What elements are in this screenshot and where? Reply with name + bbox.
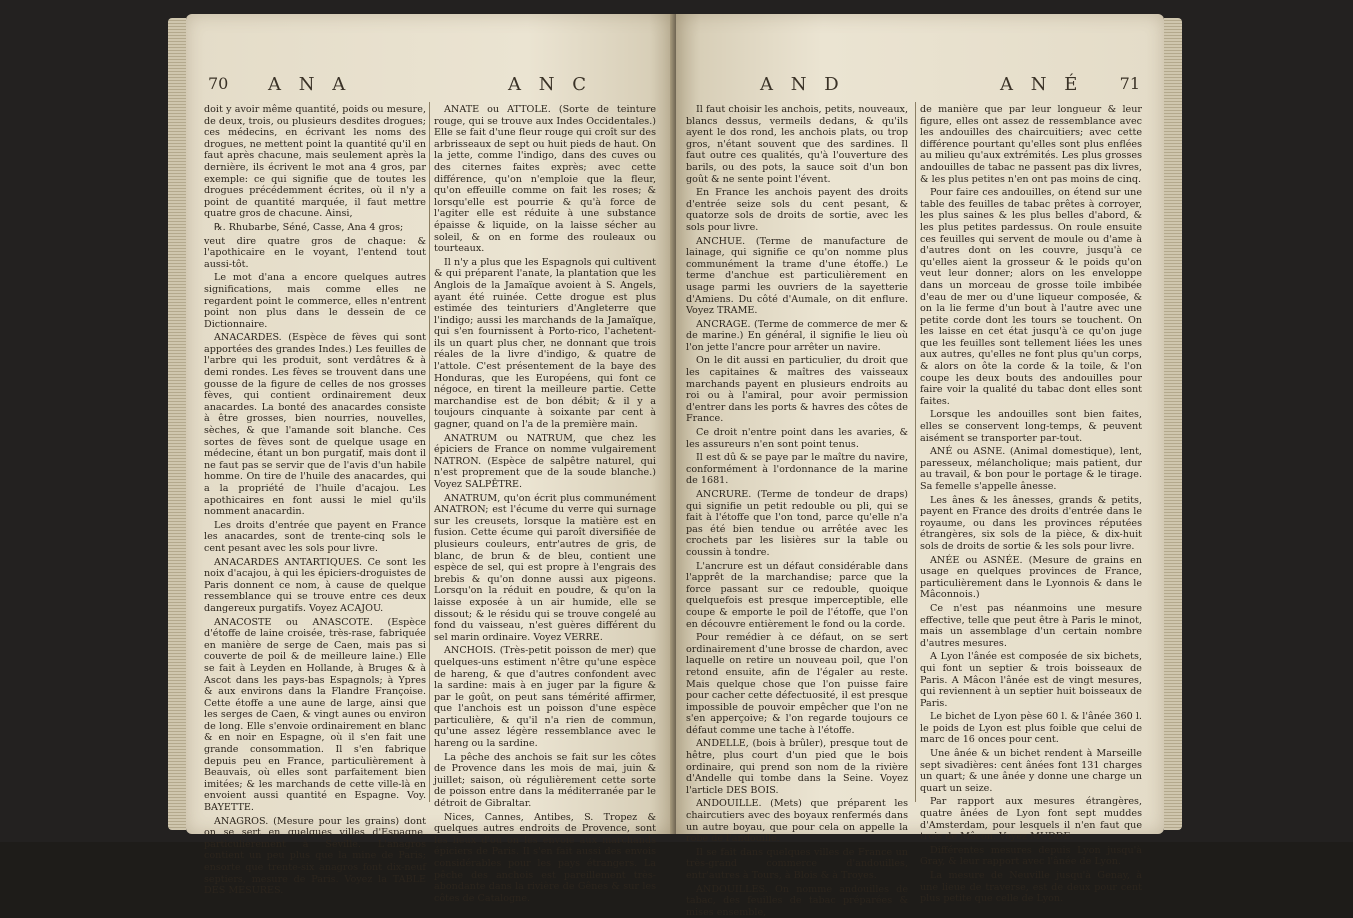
text-column xyxy=(920,104,1142,905)
column-rule xyxy=(915,102,916,802)
paragraph: Pour remédier à ce défaut, on se sert ordinairement d'une brosse de chardon, avec laquelle on retire un nouveau poil, que l'on retond ensuite, afin de l'égaler au reste. Mais quelque chose que l'on puisse faire pour cacher cette défectuosité, il est presque impossible de pouvoir empêcher que l'on ne s'en apperçoive; & l'on regarde toujours ce défaut comme une tache à l'étoffe. xyxy=(686,632,908,736)
paragraph: Nices, Cannes, Antibes, S. Tropez & quelques autres endroits de Provence, sont les lieux d'où on les envoie aux marchands épiciers de Paris. Il s'en fait aussi des envois considérables pour les pays étrangers. La pêche des anchois est pareillement très-abondante dans la rivière de Gênes & sur les côtes de Catalogne. xyxy=(434,811,656,904)
running-head: A N A xyxy=(268,74,352,95)
paragraph: veut dire quatre gros de chaque: & l'apothicaire en le voyant, l'entend tout aussi-tôt. xyxy=(204,235,426,270)
paragraph: Une ânée & un bichet rendent à Marseille sept sivadières: cent ânées font 131 charges un quart; & une ânée y donne une charge un quart un seize. xyxy=(920,748,1142,794)
text-column xyxy=(204,104,426,897)
paragraph: Il se fait dans quelques villes de France un très-grand commerce d'andouilles, entr'autres à Tours, à Blois & à Troyes. xyxy=(686,846,908,881)
paragraph: ANÉ ou ASNE. (Animal domestique), lent, paresseux, mélancholique; mais patient, dur au travail, & bon pour le portage & le tirage. Sa femelle s'appelle ânesse. xyxy=(920,446,1142,492)
right-page-header xyxy=(700,74,1140,104)
paragraph: Différentes mesures depuis Lyon jusqu'à Gray, & leur rapport avec l'ânée de Lyon. xyxy=(920,844,1142,868)
paragraph: Les ânes & les ânesses, grands & petits, payent en France des droits d'entrée dans le royaume, ou dans les provinces réputées étrangères, six sols de la pièce, & dix-huit sols de droits de sortie & les sols pour livre. xyxy=(920,494,1142,552)
paragraph: Les droits d'entrée que payent en France les anacardes, sont de trente-cinq sols le cent pesant avec les sols pour livre. xyxy=(204,519,426,554)
paragraph: ANATRUM ou NATRUM, que chez les épiciers de France on nomme vulgairement NATRON. (Espèce de salpêtre naturel, qui n'est proprement que de la soude blanche.) Voyez SALPÊTRE. xyxy=(434,432,656,490)
paragraph: ANCRURE. (Terme de tondeur de draps) qui signifie un petit redouble ou pli, qui se fait à l'étoffe que l'on tond, parce qu'elle n'a pas été bien tendue ou arrêtée avec les crochets par les lisières sur la table ou coussin à tondre. xyxy=(686,489,908,558)
paragraph: ANACARDES. (Espèce de fèves qui sont apportées des grandes Indes.) Les feuilles de l'arbre qui les produit, sont verdâtres & à demi rondes. Les fèves se trouvent dans une gousse de la figure de celles de nos grosses fèves, qui contient ordinairement deux anacardes. La bonté des anacardes consiste à être grosses, bien nourries, nouvelles, sèches, & que l'amande soit blanche. Ces sortes de fèves sont de quelque usage en médecine, étant un bon purgatif, mais dont il ne faut pas se servir que de l'avis d'un habile homme. On tire de l'huile des anacardes, qui a la propriété de l'huile d'acajou. Les apothicaires en font aussi le miel qu'ils nomment anacardin. xyxy=(204,332,426,518)
paragraph: Le mot d'ana a encore quelques autres significations, mais comme elles ne regardent point le commerce, elles n'entrent point non plus dans le dessein de ce Dictionnaire. xyxy=(204,272,426,330)
paragraph: ANDOUILLES. On nomme andouilles de tabac, des feuilles de tabac préparées & mises ensemble, xyxy=(686,883,908,918)
paragraph: ANACARDES ANTARTIQUES. Ce sont les noix d'acajou, à qui les épiciers-droguistes de Paris donnent ce nom, à cause de quelque ressemblance qui se trouve entre ces deux dangereux purgatifs. Voyez ACAJOU. xyxy=(204,556,426,614)
paragraph: Le bichet de Lyon pèse 60 l. & l'ânée 360 l. le poids de Lyon est plus foible que celui de marc de 16 onces pour cent. xyxy=(920,711,1142,746)
right-page xyxy=(676,14,1164,918)
right-page-edge xyxy=(1164,18,1182,830)
paragraph: L'ancrure est un défaut considérable dans l'apprêt de la marchandise; parce que la force passant sur ce redouble, quoique quelquefois est presque imperceptible, elle coupe & emporte le poil de l'étoffe, que l'on en découvre entièrement le fond ou la corde. xyxy=(686,560,908,630)
text-column xyxy=(686,104,908,918)
paragraph: de manière que par leur longueur & leur figure, elles ont assez de ressemblance avec les andouilles des chaircuitiers; avec cette différence pourtant qu'elles sont plus enflées au milieu qu'aux extrémités. Les plus grosses andouilles de tabac ne passent pas dix livres, & les plus petites n'en ont pas moins de cinq. xyxy=(920,104,1142,185)
paragraph: ANÉE ou ASNÉE. (Mesure de grains en usage en quelques provinces de France, particulièrement dans le Lyonnois & dans le Mâconnois.) xyxy=(920,554,1142,601)
paragraph: Ce n'est pas néanmoins une mesure effective, telle que peut être à Paris le minot, mais un assemblage d'un certain nombre d'autres mesures. xyxy=(920,602,1142,649)
running-head: A N C xyxy=(508,74,592,95)
text-column xyxy=(434,104,656,904)
column-rule xyxy=(429,102,430,802)
paragraph: ANCHOIS. (Très-petit poisson de mer) que quelques-uns estiment n'être qu'une espèce de hareng, & que d'autres confondent avec la sardine: mais à en juger par la figure & par le goût, on peut sans témérité affirmer, que l'anchois est un poisson d'une espèce particulière, & qu'il n'a rien de commun, qu'une assez légère ressemblance avec le hareng ou la sardine. xyxy=(434,645,656,750)
paragraph: En France les anchois payent des droits d'entrée seize sols du cent pesant, & quatorze sols de droits de sortie, avec les sols pour livre. xyxy=(686,187,908,233)
paragraph: doit y avoir même quantité, poids ou mesure, de deux, trois, ou plusieurs desdites drogues; ces médecins, en écrivant les noms des drogues, ne mettent point la quantité qu'il en faut après chacune, mais seulement après la dernière, ils écrivent le mot ana 4 gros, par exemple: ce qui signifie que de toutes les drogues précédemment écrites, où il n'y a point de quantité marquée, il faut mettre quatre gros de chacune. Ainsi, xyxy=(204,104,426,220)
paragraph: Il est dû & se paye par le maître du navire, conformément à l'ordonnance de la marine de 1681. xyxy=(686,452,908,487)
paragraph: ANACOSTE ou ANASCOTE. (Espèce d'étoffe de laine croisée, très-rase, fabriquée en manière de serge de Caen, mais pas si couverte de poil & de meilleure laine.) Elle se fait à Leyden en Hollande, à Bruges & à Ascot dans les pays-bas Espagnols; à Ypres & aux environs dans la Flandre Françoise. Cette étoffe a une aune de large, ainsi que les serges de Caen, & vingt aunes ou environ de long. Elle s'envoie ordinairement en blanc & en noir en Espagne, où il s'en fait une grande consommation. Il s'en fabrique depuis peu en France, particulièrement à Beauvais, où elles sont parfaitement bien imitées; & les marchands de cette ville-là en envoient aussi quantité en Espagne. Voy. BAYETTE. xyxy=(204,616,426,814)
paragraph: Pour faire ces andouilles, on étend sur une table des feuilles de tabac prêtes à corroyer, les plus saines & les plus belles d'abord, & les plus petites pardessus. On roule ensuite ces feuilles qui servent de moule ou d'ame à d'autres dont on les couvre, jusqu'à ce qu'elles aient la grosseur & le poids qu'on veut leur donner; alors on les enveloppe dans un morceau de grosse toile imbibée d'eau de mer ou d'une liqueur composée, & on la lie ferme d'un bout à l'autre avec une petite corde dont les tours se touchent. On les laisse en cet état jusqu'à ce qu'on juge que les feuilles sont tellement liées les unes aux autres, qu'elles ne font plus qu'un corps, & alors on ôte la corde & la toile, & l'on coupe les deux bouts des andouilles pour faire voir la qualité du tabac dont elles sont faites. xyxy=(920,187,1142,407)
paragraph: ANCRAGE. (Terme de commerce de mer & de marine.) En général, il signifie le lieu où l'on jette l'ancre pour arrêter un navire. xyxy=(686,318,908,353)
paragraph: Par rapport aux mesures étrangères, quatre ânées de Lyon font sept muddes d'Amsterdam, pour lesquels il n'en faut que trois de Mâcon. Voyez MUDDE. xyxy=(920,796,1142,843)
paragraph: On le dit aussi en particulier, du droit que les capitaines & maîtres des vaisseaux marchands payent en plusieurs endroits au roi ou à l'amiral, pour avoir permission d'entrer dans les ports & havres des côtes de France. xyxy=(686,355,908,425)
page-number: 71 xyxy=(1119,74,1140,93)
running-head: A N D xyxy=(760,74,845,95)
page-number: 70 xyxy=(208,74,229,93)
paragraph: Lorsque les andouilles sont bien faites, elles se conservent long-temps, & peuvent aisément se transporter par-tout. xyxy=(920,409,1142,444)
paragraph: ANDOUILLE. (Mets) que préparent les chaircutiers avec des boyaux renfermés dans un autre boyau, que pour cela on appelle la robe de l'andouille. xyxy=(686,798,908,845)
paragraph: ANATE ou ATTOLE. (Sorte de teinture rouge, qui se trouve aux Indes Occidentales.) Elle se fait d'une fleur rouge qui croît sur des arbrisseaux de sept ou huit pieds de haut. On la jette, comme l'indigo, dans des cuves ou des citernes faites exprès; avec cette différence, qu'on n'emploie que la fleur, qu'on effeuille comme on fait les roses; & lorsqu'elle est pourrie & qu'à force de l'agiter elle est réduite à une substance épaisse & liquide, on la laisse sécher au soleil, & on en forme des rouleaux ou tourteaux. xyxy=(434,104,656,255)
paragraph: ANAGROS. (Mesure pour les grains) dont on se sert en quelques villes d'Espagne, particulièrement à Séville. L'anagros contient un peu plus que la mine de Paris; ensorte que trente-six anagros font dix-neuf septiers, mesure de Paris. Voyez la TABLE DES MESURES. xyxy=(204,815,426,897)
paragraph: Ce droit n'entre point dans les avaries, & les assureurs n'en sont point tenus. xyxy=(686,427,908,450)
paragraph: ℞. Rhubarbe, Séné, Casse, Ana 4 gros; xyxy=(214,221,404,233)
left-page-edge xyxy=(168,18,186,830)
paragraph: Il n'y a plus que les Espagnols qui cultivent & qui préparent l'anate, la plantation que les Anglois de la Jamaïque avoient à S. Angels, ayant été ruinée. Cette drogue est plus estimée des teinturiers d'Angleterre que l'indigo; aussi les marchands de la Jamaïque, qui s'en fournissent à Porto-rico, l'achetent-ils un quart plus cher, ne donnant que trois réales de la livre d'indigo, & quatre de l'attole. C'est présentement de la baye des Honduras, que les Européens, qui font ce négoce, en tirent la meilleure partie. Cette marchandise est de bon débit; & il y a toujours cinquante à soixante par cent à gagner, quand on l'a de la première main. xyxy=(434,256,656,431)
paragraph: A Lyon l'ânée est composée de six bichets, qui font un septier & trois boisseaux de Paris. A Mâcon l'ânée est de vingt mesures, qui reviennent à un septier huit boisseaux de Paris. xyxy=(920,651,1142,709)
paragraph: ANDELLE, (bois à brûler), presque tout de hêtre, plus court d'un pied que le bois ordinaire, qui prend son nom de la rivière d'Andelle qui tombe dans la Seine. Voyez l'article DES BOIS. xyxy=(686,738,908,796)
left-page xyxy=(186,14,674,904)
left-page-header xyxy=(208,74,648,104)
paragraph: Il faut choisir les anchois, petits, nouveaux, blancs dessus, vermeils dedans, & qu'ils ayent le dos rond, les anchois plats, ou trop gros, n'étant souvent que des sardines. Il faut outre ces qualités, qu'à l'ouverture des barils, ou des pots, la sauce soit d'un bon goût & ne sente point l'évent. xyxy=(686,104,908,185)
paragraph: ANCHUE. (Terme de manufacture de lainage, qui signifie ce qu'on nomme plus communément la trame d'une étoffe.) Le terme d'anchue est particulièrement en usage parmi les ouvriers de la sayetterie d'Amiens. Du côté d'Aumale, on dit enflure. Voyez TRAME. xyxy=(686,235,908,317)
running-head: A N É xyxy=(1000,74,1084,95)
paragraph: La mesure de Neuville jusqu'à Genay, à une lieue de traverse, est de deux pour cent plus petite que celle de Lyon. xyxy=(920,870,1142,905)
paragraph: La pêche des anchois se fait sur les côtes de Provence dans les mois de mai, juin & juillet; saison, où régulièrement cette sorte de poisson entre dans la méditerranée par le détroit de Gibraltar. xyxy=(434,751,656,810)
paragraph: ANATRUM, qu'on écrit plus communément ANATRON; est l'écume du verre qui surnage sur les creusets, lorsque la matière est en fusion. Cette écume qui paroît diversifiée de plusieurs couleurs, entr'autres de gris, de blanc, de brun & de bleu, contient une espèce de sel, qui est propre à l'engrais des brebis & qu'on donne aussi aux pigeons. Lorsqu'on la réduit en poudre, & qu'on la laisse exposée à un air humide, elle se dissout; & le résidu qui se trouve congelé au fond du vaisseau, n'est guères différent du sel marin ordinaire. Voyez VERRE. xyxy=(434,492,656,643)
